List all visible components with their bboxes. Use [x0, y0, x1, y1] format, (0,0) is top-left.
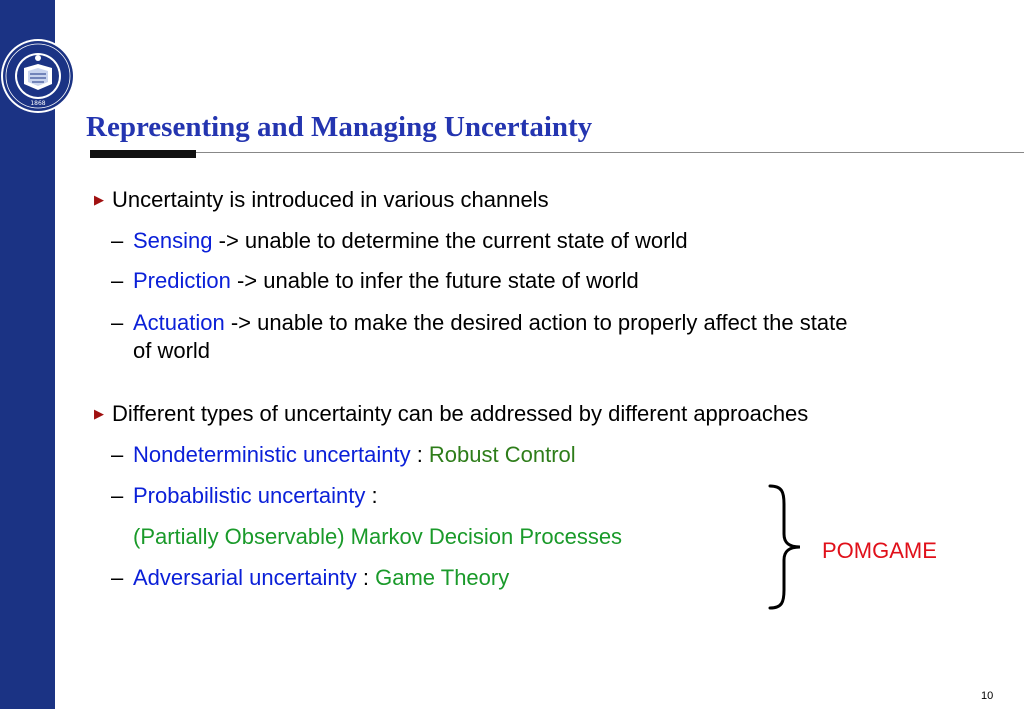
term: Sensing	[133, 228, 213, 253]
separator: :	[356, 565, 376, 590]
term: Prediction	[133, 268, 231, 293]
term: Adversarial uncertainty	[133, 565, 357, 590]
sub-bullet-prediction	[133, 268, 639, 294]
sub-bullet-dash: –	[111, 442, 124, 467]
approach: (Partially Observable) Markov Decision Processes	[133, 524, 623, 549]
approach: Game Theory	[375, 565, 510, 590]
sub-bullet-continuation: of world	[133, 338, 211, 363]
approach: Robust Control	[428, 442, 576, 467]
term: Probabilistic uncertainty	[133, 483, 366, 508]
separator: :	[365, 483, 378, 508]
sub-bullet-actuation	[133, 310, 847, 336]
sub-bullet-dash: –	[111, 483, 124, 508]
bullet-arrow-icon: ▶	[94, 192, 104, 207]
title-underline-accent	[90, 150, 196, 158]
sub-bullet-sensing	[133, 228, 688, 254]
sub-bullet-nondeterministic	[133, 442, 576, 468]
explanation: -> unable to infer the future state of world	[230, 268, 639, 293]
sub-bullet-dash: –	[111, 268, 124, 293]
university-seal-logo	[0, 38, 76, 114]
bullet-text: Uncertainty is introduced in various channels	[112, 187, 549, 212]
page-number: 10	[981, 690, 994, 702]
bullet-arrow-icon: ▶	[94, 406, 104, 421]
slide-title: Representing and Managing Uncertainty	[86, 111, 593, 143]
separator: :	[410, 442, 429, 467]
title-underline	[90, 152, 1024, 153]
right-curly-brace-icon	[762, 484, 806, 610]
bullet-text: Different types of uncertainty can be addressed by different approaches	[112, 401, 809, 426]
sub-bullet-dash: –	[111, 228, 124, 253]
sub-bullet-dash: –	[111, 310, 124, 335]
explanation: -> unable to determine the current state of world	[212, 228, 688, 253]
term: Nondeterministic uncertainty	[133, 442, 411, 467]
sub-bullet-adversarial	[133, 565, 509, 591]
explanation: -> unable to make the desired action to properly affect the state	[224, 310, 848, 335]
sub-bullet-dash: –	[111, 565, 124, 590]
term: Actuation	[133, 310, 225, 335]
pomgame-label: POMGAME	[822, 538, 937, 563]
svg-text:1868: 1868	[30, 100, 46, 107]
sub-bullet-probabilistic	[133, 483, 378, 509]
